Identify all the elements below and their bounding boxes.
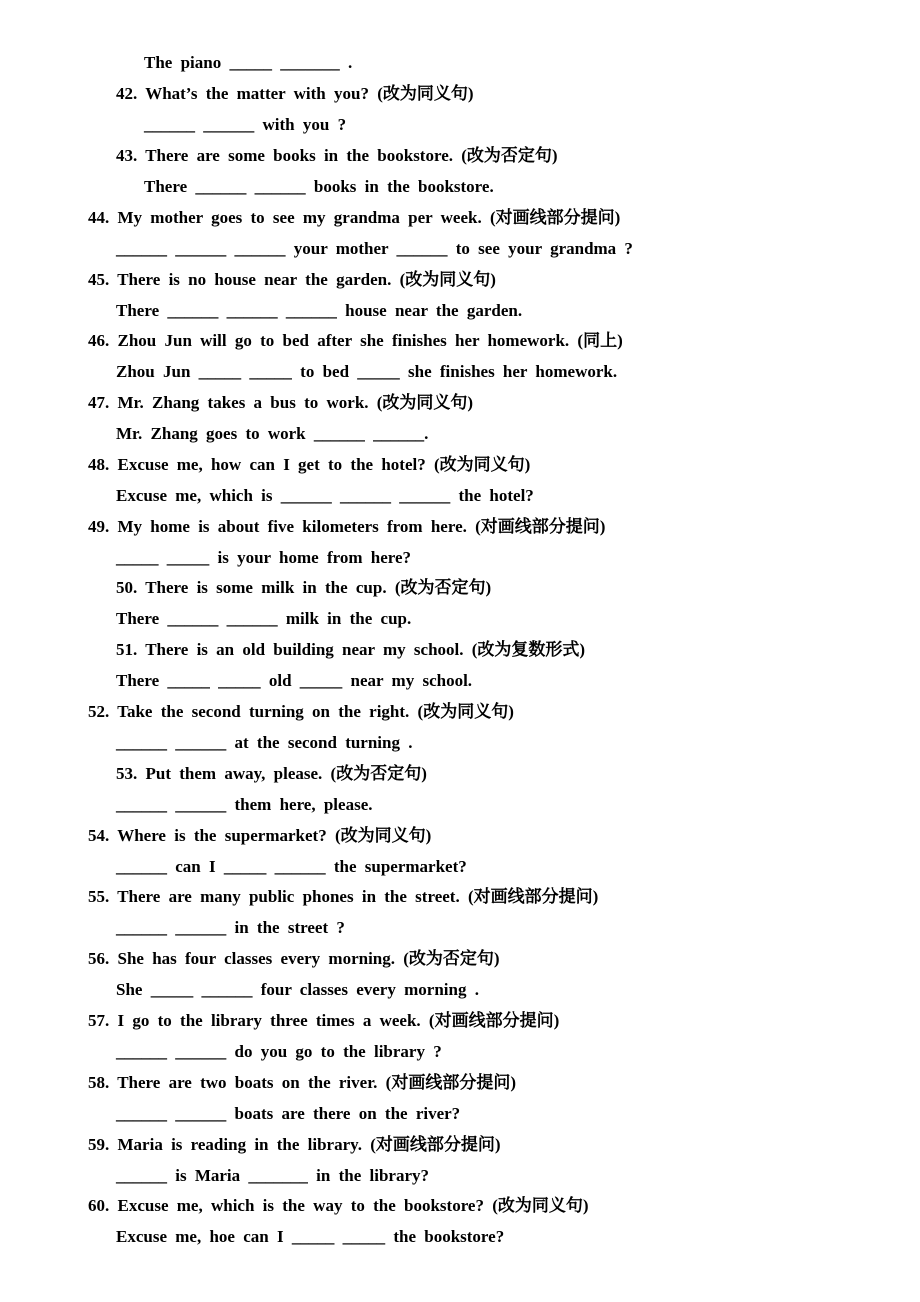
answer-line-57: ______ ______ do you go to the library ?	[116, 1042, 442, 1061]
answer-line-60: Excuse me, hoe can I _____ _____ the bookstore?	[116, 1227, 505, 1246]
answer-line-52: ______ ______ at the second turning .	[116, 733, 413, 752]
question-57: 57. I go to the library three times a week. (对画线部分提问)	[88, 1011, 560, 1030]
answer-line-48: Excuse me, which is ______ ______ ______ the hotel?	[116, 486, 534, 505]
answer-line-59: ______ is Maria _______ in the library?	[116, 1166, 429, 1185]
answer-line-53: ______ ______ them here, please.	[116, 795, 373, 814]
question-47: 47. Mr. Zhang takes a bus to work. (改为同义句)	[88, 393, 474, 412]
question-53: 53. Put them away, please. (改为否定句)	[116, 764, 427, 783]
question-56: 56. She has four classes every morning. (改为否定句)	[88, 949, 500, 968]
question-43: 43. There are some books in the bookstore. (改为否定句)	[116, 146, 558, 165]
question-42: 42. What’s the matter with you? (改为同义句)	[116, 84, 474, 103]
answer-line-44: ______ ______ ______ your mother ______ to see your grandma ?	[116, 239, 633, 258]
question-48: 48. Excuse me, how can I get to the hotel? (改为同义句)	[88, 455, 531, 474]
answer-line-45: There ______ ______ ______ house near the garden.	[116, 301, 523, 320]
question-45: 45. There is no house near the garden. (改为同义句)	[88, 270, 496, 289]
question-59: 59. Maria is reading in the library. (对画线部分提问)	[88, 1135, 501, 1154]
answer-line-47: Mr. Zhang goes to work ______ ______.	[116, 424, 429, 443]
answer-line-54: ______ can I _____ ______ the supermarket?	[116, 857, 467, 876]
question-52: 52. Take the second turning on the right. (改为同义句)	[88, 702, 514, 721]
answer-line-43: There ______ ______ books in the bookstore.	[144, 177, 494, 196]
answer-line-41: The piano _____ _______ .	[144, 53, 353, 72]
question-55: 55. There are many public phones in the street. (对画线部分提问)	[88, 887, 599, 906]
answer-line-58: ______ ______ boats are there on the river?	[116, 1104, 461, 1123]
question-44: 44. My mother goes to see my grandma per week. (对画线部分提问)	[88, 208, 621, 227]
question-49: 49. My home is about five kilometers from here. (对画线部分提问)	[88, 517, 606, 536]
answer-line-55: ______ ______ in the street ?	[116, 918, 345, 937]
question-54: 54. Where is the supermarket? (改为同义句)	[88, 826, 432, 845]
question-58: 58. There are two boats on the river. (对画线部分提问)	[88, 1073, 517, 1092]
answer-line-42: ______ ______ with you ?	[144, 115, 347, 134]
question-46: 46. Zhou Jun will go to bed after she finishes her homework. (同上)	[88, 331, 623, 350]
answer-line-51: There _____ _____ old _____ near my school.	[116, 671, 473, 690]
question-51: 51. There is an old building near my school. (改为复数形式)	[116, 640, 586, 659]
answer-line-49: _____ _____ is your home from here?	[116, 548, 412, 567]
answer-line-50: There ______ ______ milk in the cup.	[116, 609, 412, 628]
question-50: 50. There is some milk in the cup. (改为否定句)	[116, 578, 492, 597]
answer-line-56: She _____ ______ four classes every morning .	[116, 980, 479, 999]
answer-line-46: Zhou Jun _____ _____ to bed _____ she finishes her homework.	[116, 362, 618, 381]
question-60: 60. Excuse me, which is the way to the bookstore? (改为同义句)	[88, 1196, 589, 1215]
